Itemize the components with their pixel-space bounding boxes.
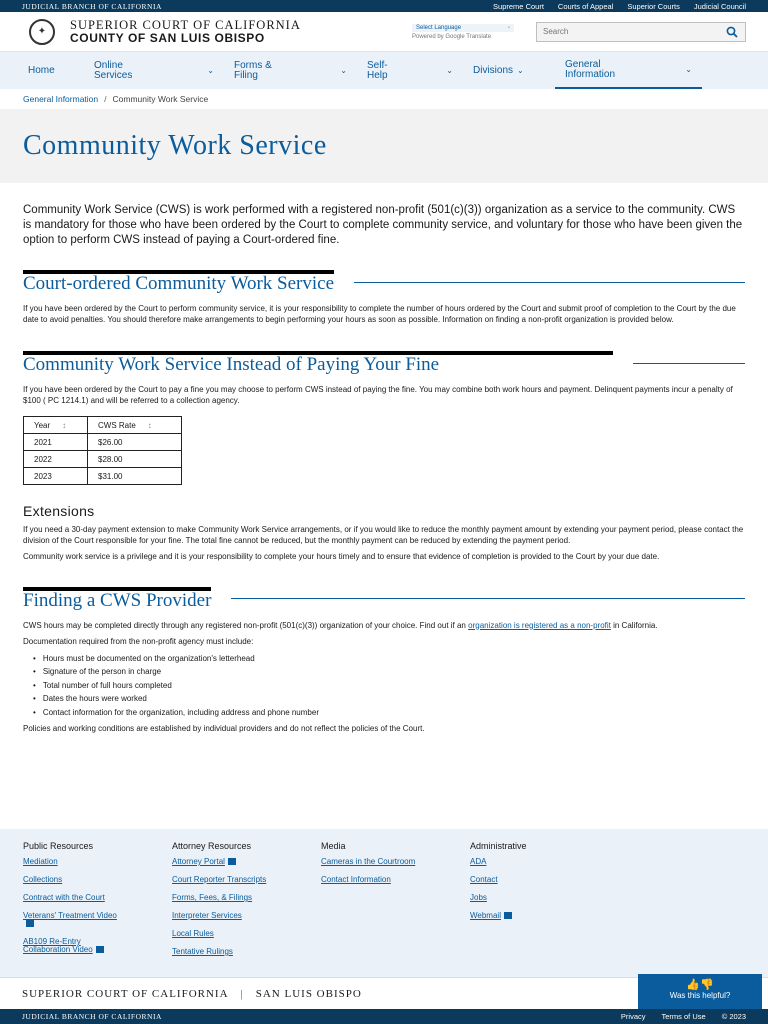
- footer-link-contact[interactable]: Contact: [470, 875, 498, 884]
- footer-link-tentative-rulings[interactable]: Tentative Rulings: [172, 947, 233, 956]
- cws-rate-table: [23, 416, 182, 485]
- supreme-court-link[interactable]: Supreme Court: [493, 1, 544, 11]
- nav-online-services[interactable]: Online Services ⌄: [94, 59, 214, 81]
- rate-column-header[interactable]: CWS Rate ↕: [88, 417, 182, 434]
- judicial-council-link[interactable]: Judicial Council: [693, 1, 746, 11]
- list-item: • Contact information for the organization, including address and phone number: [33, 706, 745, 720]
- privacy-link[interactable]: Privacy: [620, 1012, 646, 1021]
- heading-provider: Finding a CWS Provider: [23, 587, 211, 611]
- footer-link-collections[interactable]: Collections: [23, 875, 63, 884]
- footer-divider: |: [240, 987, 244, 1000]
- nav-divisions[interactable]: Divisions ⌄: [473, 64, 524, 76]
- footer-link-interpreter[interactable]: Interpreter Services: [172, 911, 242, 920]
- breadcrumb-separator: /: [104, 94, 107, 104]
- rate-cell: $31.00: [88, 468, 182, 485]
- nav-self-help[interactable]: Self-Help ⌄: [367, 59, 453, 81]
- search-box: [536, 22, 746, 42]
- footer-link-contact-information[interactable]: Contact Information: [321, 875, 391, 884]
- footer-judicial-label: JUDICIAL BRANCH OF CALIFORNIA: [22, 1012, 162, 1021]
- page-title: Community Work Service: [23, 130, 327, 161]
- site-header: [0, 12, 768, 52]
- list-item: • Hours must be documented on the organization's letterhead: [33, 652, 745, 666]
- nav-general-information[interactable]: General Information ⌄: [555, 52, 702, 89]
- feedback-label: Was this helpful?: [669, 991, 731, 1000]
- court-name-line2: COUNTY OF SAN LUIS OBISPO: [70, 30, 265, 45]
- heading-rule: [231, 598, 745, 599]
- external-link-icon: [96, 946, 104, 953]
- search-button[interactable]: [719, 23, 745, 41]
- site-footer: [0, 829, 768, 977]
- page-hero: [0, 109, 768, 183]
- footer-link-forms-fees[interactable]: Forms, Fees, & Filings: [172, 893, 253, 902]
- table-row: [24, 451, 182, 468]
- feedback-button[interactable]: [638, 974, 762, 1011]
- court-name[interactable]: [70, 19, 301, 45]
- table-row: [24, 434, 182, 451]
- chevron-down-icon: ◦: [507, 24, 510, 31]
- search-input[interactable]: [537, 23, 719, 41]
- section-court-ordered: [23, 270, 745, 294]
- year-column-header[interactable]: Year ↕: [24, 417, 88, 434]
- list-item: • Dates the hours were worked: [33, 692, 745, 706]
- chevron-down-icon: ⌄: [685, 65, 692, 74]
- thumbs-up-down-icon: 👍👎: [686, 979, 714, 991]
- chevron-down-icon: ⌄: [446, 66, 453, 75]
- search-icon: [726, 26, 738, 38]
- main-content: [0, 183, 768, 735]
- footer-link-webmail[interactable]: Webmail: [470, 912, 570, 920]
- footer-link-veterans-video[interactable]: Veterans' Treatment Video: [23, 912, 123, 928]
- year-cell: 2021: [24, 434, 88, 451]
- footer-link-jobs[interactable]: Jobs: [470, 893, 487, 902]
- provider-text: CWS hours may be completed directly through any registered non-profit (501(c)(3)) organization of your choice. Find out if an organization is registered as a non-profit in California.: [23, 620, 658, 630]
- external-link-icon: [228, 858, 236, 865]
- footer-link-local-rules[interactable]: Local Rules: [172, 929, 214, 938]
- intro-paragraph: Community Work Service (CWS) is work performed with a registered non-profit (501(c)(3)) organization as a service to the community. CWS is mandatory for those who have been ordered by the Court to complete community service, and voluntary for those who have been given the option to perform CWS instead of paying a Court-ordered fine.: [23, 204, 743, 246]
- footer-court-name-right: SAN LUIS OBISPO: [255, 987, 362, 1000]
- footer-judicial-bar: [0, 1009, 768, 1024]
- footer-column-title: Administrative: [470, 841, 527, 851]
- table-row: [24, 468, 182, 485]
- court-name-line1: SUPERIOR COURT OF CALIFORNIA: [70, 17, 301, 32]
- footer-link-contract[interactable]: Contract with the Court: [23, 893, 105, 902]
- footer-link-ab109-video[interactable]: AB109 Re-Entry Collaboration Video: [23, 938, 123, 954]
- extensions-text-1: If you need a 30-day payment extension to make Community Work Service arrangements, or if you would like to reduce the monthly payment amount by extending your payment period, please contact the division of the Court responsible for your fine. The total fine cannot be reduced, but the monthly payment can be reduced by extending the payment period.: [23, 525, 744, 545]
- list-item: • Signature of the person in charge: [33, 665, 745, 679]
- superior-courts-link[interactable]: Superior Courts: [627, 1, 680, 11]
- footer-column-title: Attorney Resources: [172, 841, 252, 851]
- section-instead-of-fine: [23, 351, 745, 375]
- judicial-branch-label: JUDICIAL BRANCH OF CALIFORNIA: [22, 1, 162, 11]
- documentation-intro: Documentation required from the non-profit agency must include:: [23, 637, 254, 646]
- nav-home[interactable]: Home: [28, 64, 55, 76]
- sort-icon: ↕: [147, 420, 152, 430]
- section-provider: [23, 587, 745, 611]
- nav-forms-filing[interactable]: Forms & Filing ⌄: [234, 59, 347, 81]
- main-nav: [0, 52, 768, 89]
- breadcrumb-current: Community Work Service: [112, 94, 209, 104]
- courts-of-appeal-link[interactable]: Courts of Appeal: [557, 1, 614, 11]
- court-ordered-text: If you have been ordered by the Court to perform community service, it is your responsibility to complete the number of hours ordered by the Court and submit proof of completion to the Court by the due date to avoid penalties. You should therefore make arrangements to begin performing your hours as soon as possible. Information on finding a non-profit organization is provided below.: [23, 304, 736, 324]
- heading-rule: [633, 363, 745, 364]
- breadcrumb-general-information[interactable]: General Information: [23, 94, 99, 104]
- external-link-icon: [26, 920, 34, 927]
- judicial-branch-bar: [0, 0, 768, 12]
- language-selector[interactable]: [412, 24, 522, 40]
- external-link-icon: [504, 912, 512, 919]
- policies-text: Policies and working conditions are established by individual providers and do not reflect the policies of the Court.: [23, 724, 425, 733]
- language-select[interactable]: Select Language ◦: [412, 24, 514, 32]
- year-cell: 2022: [24, 451, 88, 468]
- footer-column-title: Public Resources: [23, 841, 94, 851]
- extensions-text-2: Community work service is a privilege and it is your responsibility to complete your hours timely and to ensure that evidence of completion is provided to the Court by your due date.: [23, 552, 660, 561]
- footer-link-mediation[interactable]: Mediation: [23, 857, 58, 866]
- court-seal-logo[interactable]: [22, 18, 62, 46]
- footer-link-ada[interactable]: ADA: [470, 857, 487, 866]
- footer-link-transcripts[interactable]: Court Reporter Transcripts: [172, 875, 267, 884]
- footer-public-resources: [23, 841, 172, 977]
- instead-of-fine-text: If you have been ordered by the Court to pay a fine you may choose to perform CWS instead of paying the fine. You may combine both work hours and payment. Delinquent payments incur a penalty of $100 ( PC 1214.1) and will be referred to a collection agency.: [23, 385, 733, 405]
- table-header-row: [24, 417, 182, 434]
- chevron-down-icon: ⌄: [340, 66, 347, 75]
- heading-court-ordered: Court-ordered Community Work Service: [23, 270, 334, 294]
- footer-media: [321, 841, 470, 977]
- year-cell: 2023: [24, 468, 88, 485]
- heading-extensions: Extensions: [23, 503, 95, 519]
- footer-link-attorney-portal[interactable]: Attorney Portal: [172, 858, 272, 866]
- seal-icon: ✦: [29, 19, 55, 45]
- footer-administrative: [470, 841, 619, 977]
- footer-legal-links: [621, 1012, 746, 1021]
- google-translate-credit: Powered by Google Translate: [412, 33, 492, 40]
- footer-link-cameras[interactable]: Cameras in the Courtroom: [321, 857, 416, 866]
- chevron-down-icon: ⌄: [517, 66, 524, 75]
- topbar-links: [493, 2, 746, 11]
- heading-rule: [354, 282, 745, 283]
- breadcrumb: [0, 89, 768, 109]
- rate-cell: $28.00: [88, 451, 182, 468]
- documentation-list: [23, 652, 745, 720]
- sort-icon: ↕: [62, 420, 67, 430]
- copyright-label: © 2023: [721, 1012, 746, 1021]
- nonprofit-registry-link[interactable]: organization is registered as a non-profit: [468, 620, 611, 630]
- footer-court-name-left: SUPERIOR COURT OF CALIFORNIA: [22, 987, 229, 1000]
- footer-attorney-resources: [172, 841, 321, 977]
- list-item: • Total number of full hours completed: [33, 679, 745, 693]
- terms-link[interactable]: Terms of Use: [661, 1012, 706, 1021]
- footer-column-title: Media: [321, 841, 346, 851]
- heading-instead-of-fine: Community Work Service Instead of Paying Your Fine: [23, 351, 613, 375]
- chevron-down-icon: ⌄: [207, 66, 214, 75]
- rate-cell: $26.00: [88, 434, 182, 451]
